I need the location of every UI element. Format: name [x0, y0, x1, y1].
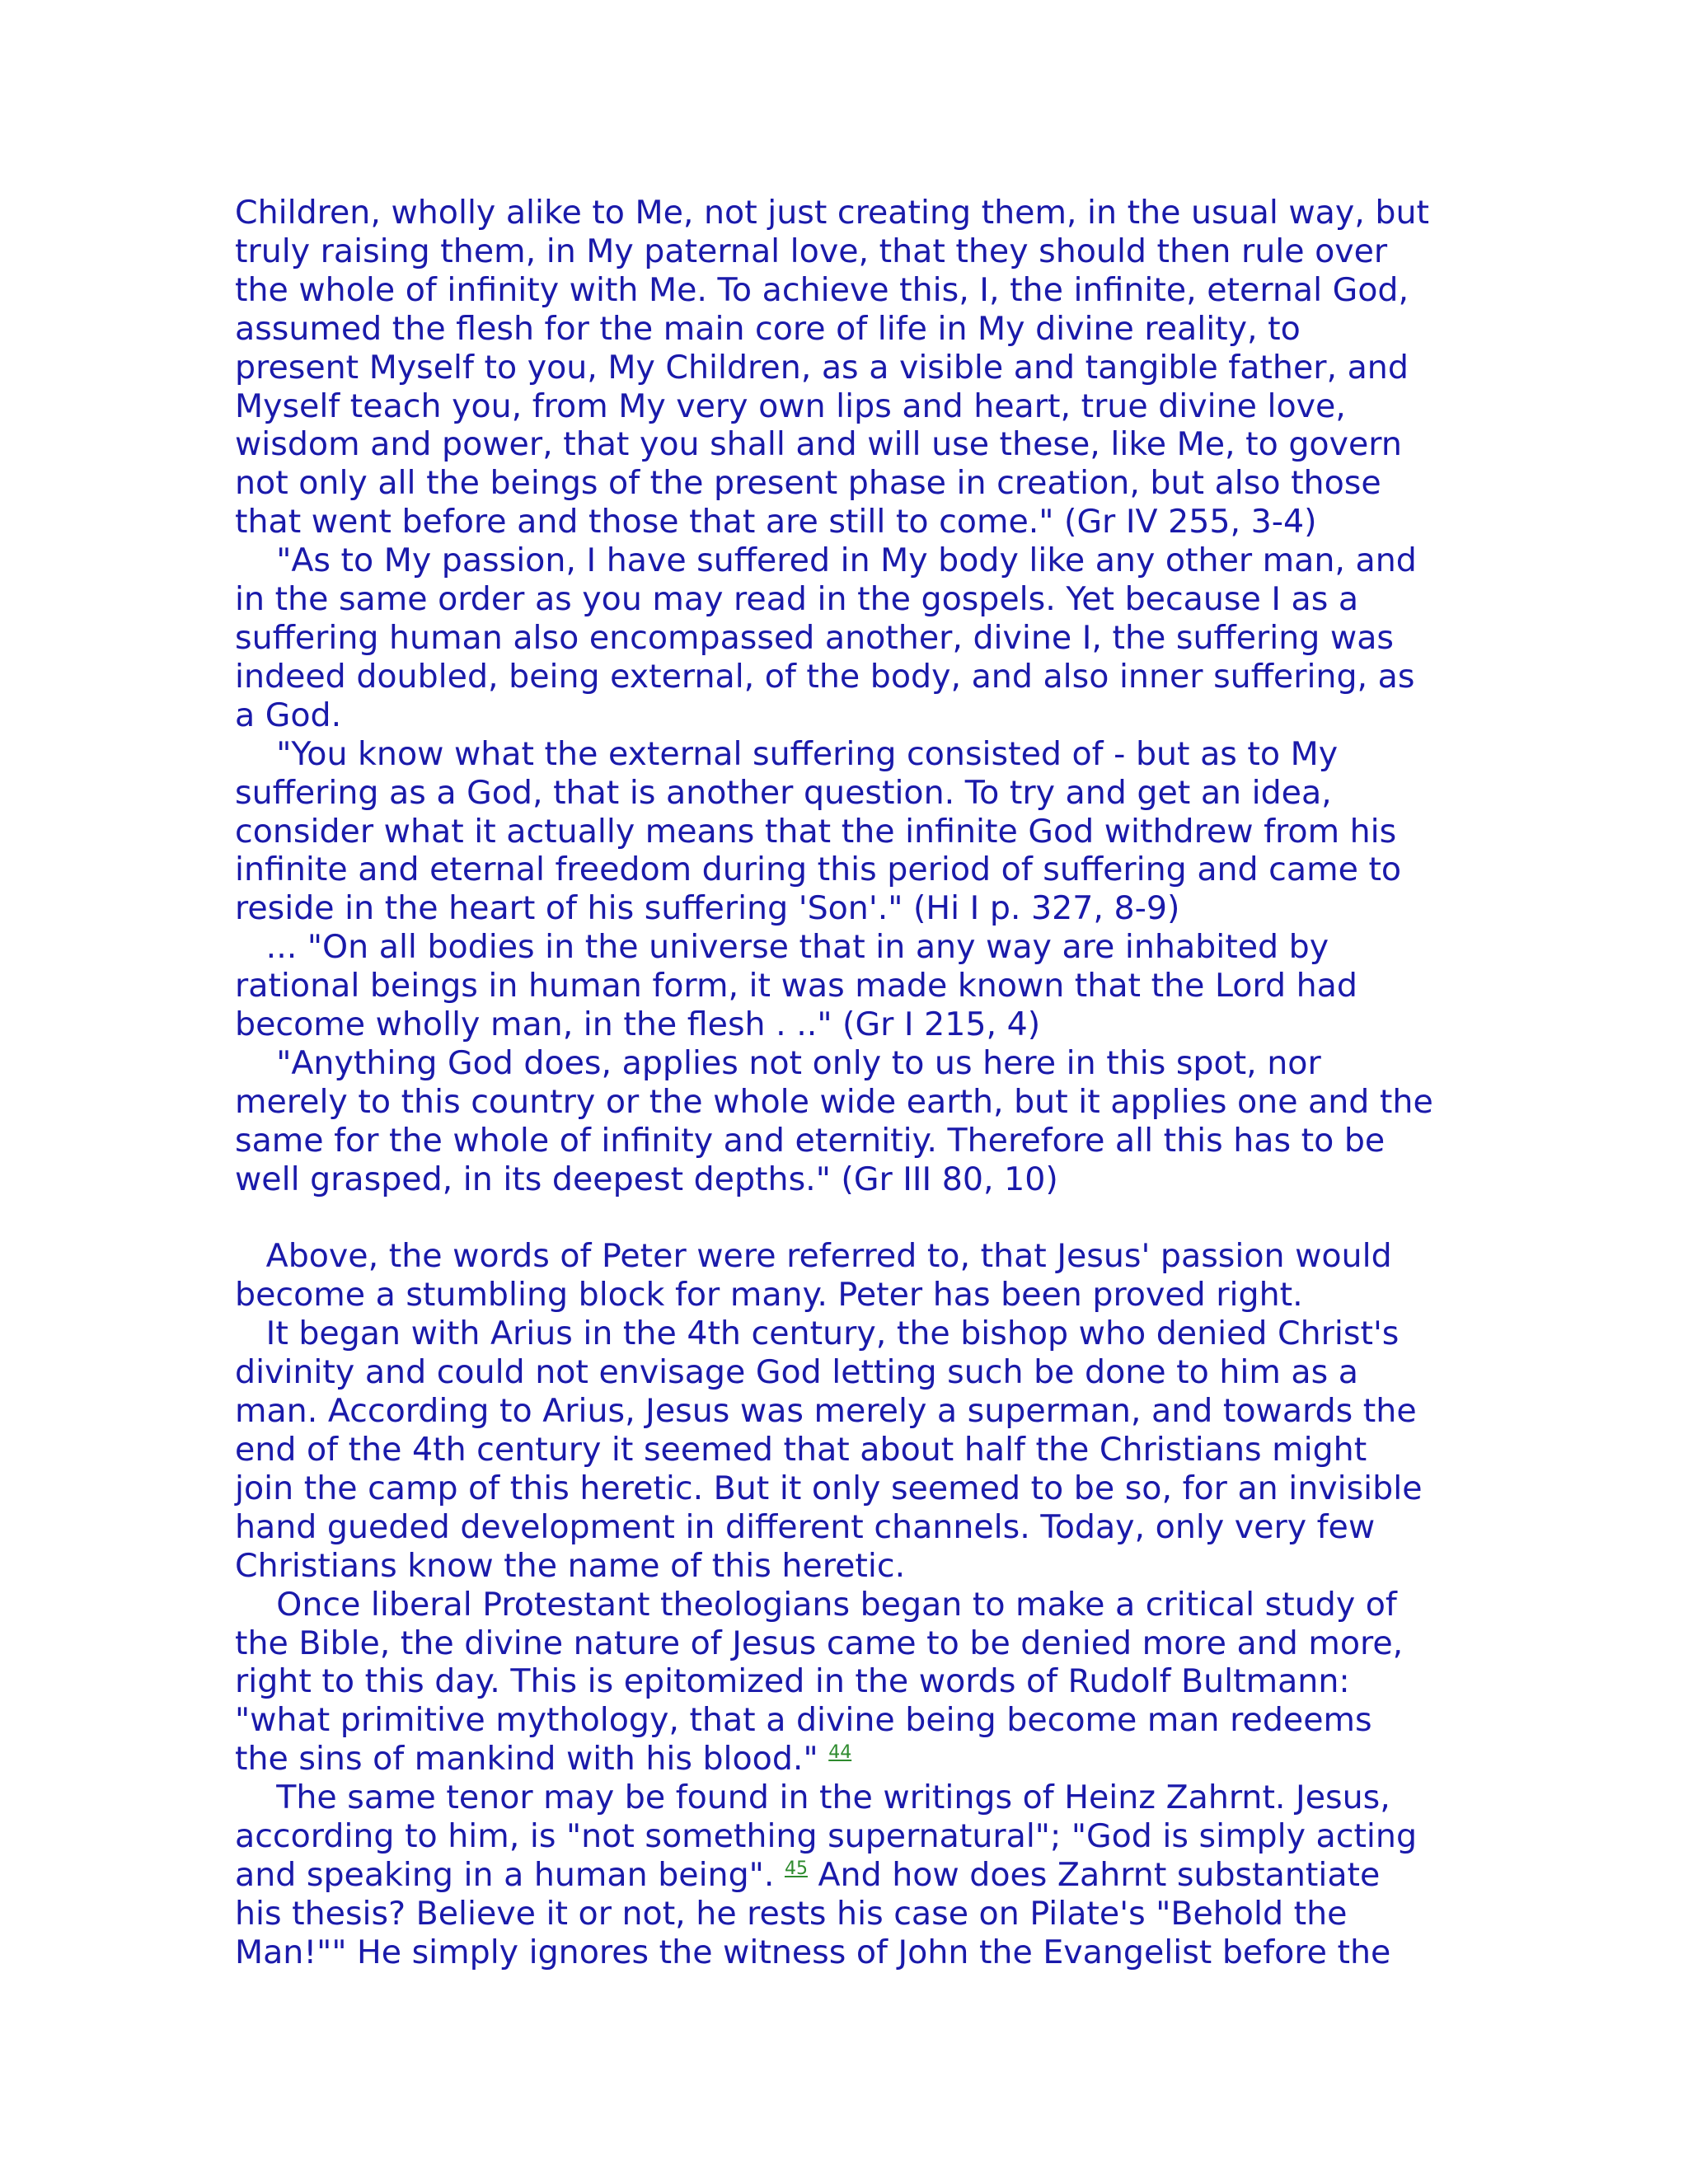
document-page: [235, 194, 1471, 1972]
text-segment: And how does Zahrnt substantiate: [807, 1855, 1381, 1894]
text-line: "what primitive mythology, that a divine being become man redeems: [235, 1701, 1372, 1740]
text-line: according to him, is "not something supernatural"; "God is simply acting: [235, 1817, 1418, 1856]
text-line: The same tenor may be found in the writings of Heinz Zahrnt. Jesus,: [235, 1779, 1390, 1817]
text-line: It began with Arius in the 4th century, the bishop who denied Christ's: [235, 1315, 1400, 1353]
text-line: a God.: [235, 696, 342, 734]
text-line: merely to this country or the whole wide earth, but it applies one and the: [235, 1082, 1433, 1121]
text-line: consider what it actually means that the infinite God withdrew from his: [235, 812, 1397, 851]
paragraph-7: [235, 1315, 1471, 1585]
text-line: Above, the words of Peter were referred to, that Jesus' passion would: [235, 1237, 1392, 1276]
text-line: reside in the heart of his suffering 'Son'." (Hi I p. 327, 8-9): [235, 889, 1180, 928]
text-line: join the camp of this heretic. But it only seemed to be so, for an invisible: [235, 1469, 1423, 1507]
text-line: hand gueded development in different channels. Today, only very few: [235, 1507, 1376, 1546]
text-line: Christians know the name of this heretic.: [235, 1546, 906, 1585]
text-line: wisdom and power, that you shall and will use these, like Me, to govern: [235, 425, 1402, 464]
paragraph-1: [235, 194, 1471, 541]
text-line: "As to My passion, I have suffered in My body like any other man, and: [235, 541, 1417, 580]
text-line: ... "On all bodies in the universe that in any way are inhabited by: [235, 928, 1329, 967]
text-line: in the same order as you may read in the gospels. Yet because I as a: [235, 580, 1359, 619]
text-line: Myself teach you, from My very own lips and heart, true divine love,: [235, 387, 1346, 425]
text-line: well grasped, in its deepest depths." (Gr III 80, 10): [235, 1160, 1058, 1198]
text-line: Man!"" He simply ignores the witness of John the Evangelist before the: [235, 1933, 1391, 1971]
text-segment: and speaking in a human being".: [235, 1855, 785, 1894]
text-line: the Bible, the divine nature of Jesus came to be denied more and more,: [235, 1624, 1404, 1662]
text-segment: the sins of mankind with his blood.": [235, 1740, 829, 1779]
text-line: "You know what the external suffering consisted of - but as to My: [235, 734, 1339, 773]
text-line: the whole of infinity with Me. To achieve this, I, the infinite, eternal God,: [235, 270, 1409, 309]
paragraph-gap: [235, 1199, 1471, 1238]
paragraph-2: [235, 541, 1471, 735]
footnote-link-45[interactable]: 45: [784, 1858, 808, 1879]
text-line: become a stumbling block for many. Peter has been proved right.: [235, 1276, 1303, 1315]
paragraph-9: [235, 1779, 1471, 1972]
text-line: truly raising them, in My paternal love, that they should then rule over: [235, 232, 1388, 270]
text-line: end of the 4th century it seemed that about half the Christians might: [235, 1430, 1367, 1469]
text-line: suffering as a God, that is another question. To try and get an idea,: [235, 773, 1332, 812]
text-line: present Myself to you, My Children, as a visible and tangible father, and: [235, 348, 1409, 387]
text-line: become wholly man, in the flesh . .." (Gr I 215, 4): [235, 1005, 1041, 1044]
text-line: man. According to Arius, Jesus was merely a superman, and towards the: [235, 1392, 1417, 1431]
paragraph-5: [235, 1044, 1471, 1199]
text-line: suffering human also encompassed another, divine I, the suffering was: [235, 618, 1395, 657]
paragraph-8: [235, 1586, 1471, 1779]
text-line: Once liberal Protestant theologians began to make a critical study of: [235, 1585, 1397, 1624]
text-line: [235, 1856, 1471, 1895]
text-line: assumed the flesh for the main core of life in My divine reality, to: [235, 309, 1301, 348]
text-line: right to this day. This is epitomized in the words of Rudolf Bultmann:: [235, 1662, 1350, 1701]
text-line: "Anything God does, applies not only to us here in this spot, nor: [235, 1043, 1321, 1082]
text-line: [235, 1740, 1471, 1779]
paragraph-4: [235, 928, 1471, 1044]
text-line: that went before and those that are still to come." (Gr IV 255, 3-4): [235, 503, 1317, 541]
text-line: same for the whole of infinity and eternitiy. Therefore all this has to be: [235, 1121, 1386, 1160]
text-line: infinite and eternal freedom during this period of suffering and came to: [235, 851, 1402, 889]
text-line: Children, wholly alike to Me, not just creating them, in the usual way, but: [235, 194, 1429, 232]
text-line: indeed doubled, being external, of the body, and also inner suffering, as: [235, 657, 1415, 696]
paragraph-6: [235, 1237, 1471, 1315]
text-line: not only all the beings of the present phase in creation, but also those: [235, 464, 1381, 503]
text-line: rational beings in human form, it was made known that the Lord had: [235, 967, 1357, 1005]
footnote-link-44[interactable]: 44: [828, 1742, 852, 1764]
text-line: his thesis? Believe it or not, he rests his case on Pilate's "Behold the: [235, 1894, 1348, 1933]
text-line: divinity and could not envisage God letting such be done to him as a: [235, 1353, 1358, 1392]
paragraph-3: [235, 735, 1471, 929]
